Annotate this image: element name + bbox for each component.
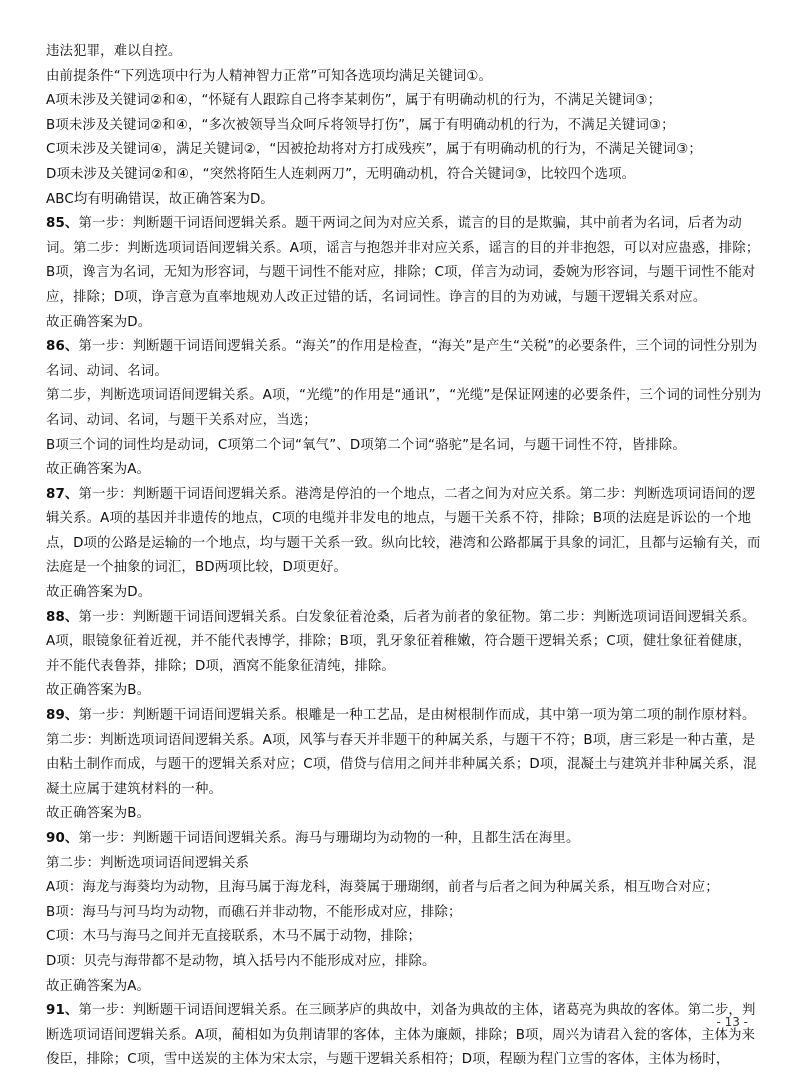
text-line: D项：贝壳与海带都不是动物，填入括号内不能形成对应，排除。 <box>46 953 436 969</box>
page-number: - 13 - <box>716 1015 748 1029</box>
document-page <box>46 40 762 1073</box>
question-number: 89、 <box>46 708 79 724</box>
question-body: 第一步：判断题干词语间逻辑关系。在三顾茅庐的典故中，刘备为典故的主体，诸葛亮为典故的客体。第二步，判断选项词语间逻辑关系。A项，蔺相如为负荆请罪的客体，主体为廉颇，排除；B项，周兴为请君入瓮的客体，主体为来俊臣，排除；C项，雪中送炭的主体为宋太宗，与题干逻辑关系相符；D项，程颐为程门立雪的客体，主体为杨时， <box>46 1003 756 1068</box>
text-line: B项：海马与河马均为动物，而礁石并非动物，不能形成对应，排除； <box>46 904 462 920</box>
question-number: 91、 <box>46 1003 79 1019</box>
question-number: 90、 <box>46 831 79 846</box>
question-89-paragraph <box>46 704 762 802</box>
text-line: D项未涉及关键词②和④，“突然将陌生人连刺两刀”，无明确动机，符合关键词③，比较四个选项。 <box>46 166 636 182</box>
question-body: 第一步：判断题干词语间逻辑关系。根雕是一种工艺品，是由树根制作而成，其中第一项为第二项的制作原材料。第二步：判断选项词语间逻辑关系。A项，风筝与春天并非题干的种属关系，与题干不符；B项，唐三彩是一种古董，是由粘土制作而成，与题干的逻辑关系对应；C项，借贷与信用之间并非种属关系；D项，混凝土与建筑并非种属关系，混凝土应属于建筑材料的一种。 <box>46 708 757 797</box>
text-line: A项未涉及关键词②和④，“怀疑有人跟踪自己将李某刺伤”，属于有明确动机的行为，不满足关键词③； <box>46 93 662 109</box>
answer-line: 故正确答案为A。 <box>46 462 151 478</box>
question-body: 第一步：判断题干词语间逻辑关系。海马与珊瑚均为动物的一种，且都生活在海里。 <box>78 831 580 846</box>
text-line: ABC均有明确错误，故正确答案为D。 <box>46 191 274 207</box>
question-86-paragraph <box>46 335 762 384</box>
answer-line: 故正确答案为D。 <box>46 585 152 601</box>
question-body: 第一步：判断题干词语间逻辑关系。题干两词之间为对应关系，谎言的目的是欺骗，其中前者为名词，后者为动词。第二步：判断选项词语间逻辑关系。A项，谣言与抱怨并非对应关系，谣言的目的并非抱怨，可以对应蛊惑，排除；B项，谗言为名词，无知为形容词，与题干词性不能对应，排除；C项，佯言为动词，委婉为形容词，与题干词性不能对应，排除；D项，诤言意为直率地规劝人改正过错的话，名词词性。诤言的目的为劝诫，与题干逻辑关系对应。 <box>46 216 760 305</box>
text-line: C项：木马与海马之间并无直接联系，木马不属于动物，排除； <box>46 929 422 945</box>
question-number: 86、 <box>46 339 79 355</box>
question-87-paragraph <box>46 483 762 581</box>
question-body: 第一步：判断题干词语间逻辑关系。港湾是停泊的一个地点，二者之间为对应关系。第二步：判断选项词语间的逻辑关系。A项的基因并非遗传的地点，C项的电缆并非发电的地点，与题干关系不符，排除；B项的法庭是诉讼的一个地点，D项的公路是运输的一个地点，均与题干关系一致。纵向比较，港湾和公路都属于具象的词汇，且都与运输有关，而法庭是一个抽象的词汇，BD两项比较，D项更好。 <box>46 486 761 576</box>
text-line: B项未涉及关键词②和④，“多次被领导当众呵斥将领导打伤”，属于有明确动机的行为，不满足关键词③； <box>46 117 675 133</box>
answer-line: 故正确答案为A。 <box>46 978 151 994</box>
question-body: 第一步：判断题干词语间逻辑关系。白发象征着沧桑，后者为前者的象征物。第二步：判断选项词语间逻辑关系。A项，眼镜象征着近视，并不能代表博学，排除；B项，乳牙象征着稚嫩，符合题干逻辑关系；C项，健壮象征着健康，并不能代表鲁莽，排除；D项，酒窝不能象征清纯，排除。 <box>46 609 756 674</box>
text-line: C项未涉及关键词④，满足关键词②，“因被抢劫将对方打成残疾”，属于有明确动机的行为，不满足关键词③； <box>46 142 702 158</box>
text-line: 由前提条件“下列选项中行为人精神智力正常”可知各选项均满足关键词①。 <box>46 68 493 84</box>
text-line: 违法犯罪，难以自控。 <box>46 44 182 59</box>
question-85-paragraph <box>46 212 762 310</box>
answer-line: 故正确答案为B。 <box>46 683 151 699</box>
question-number: 88、 <box>46 609 79 625</box>
question-91-paragraph <box>46 999 762 1073</box>
text-line: A项：海龙与海葵均为动物，且海马属于海龙科，海葵属于珊瑚纲，前者与后者之间为种属关系，相互吻合对应； <box>46 880 719 896</box>
question-90-paragraph <box>46 827 762 852</box>
text-line: B项三个词的词性均是动词，C项第二个词“氧气”、D项第二个词“骆驼”是名词，与题干词性不符，皆排除。 <box>46 437 686 453</box>
question-88-paragraph <box>46 606 762 680</box>
text-line: 第二步，判断选项词语间逻辑关系。A项，“光缆”的作用是“通讯”，“光缆”是保证网速的必要条件，三个词的词性分别为名词、动词、名词，与题干关系对应，当选； <box>46 388 762 428</box>
question-number: 85、 <box>46 216 79 232</box>
question-body: 第一步：判断题干词语间逻辑关系。“海关”的作用是检查，“海关”是产生“关税”的必要条件，三个词的词性分别为名词、动词、名词。 <box>46 339 758 379</box>
text-line: 第二步：判断选项词语间逻辑关系 <box>46 855 250 871</box>
answer-line: 故正确答案为D。 <box>46 314 152 330</box>
answer-line: 故正确答案为B。 <box>46 806 151 822</box>
question-number: 87、 <box>46 486 79 502</box>
